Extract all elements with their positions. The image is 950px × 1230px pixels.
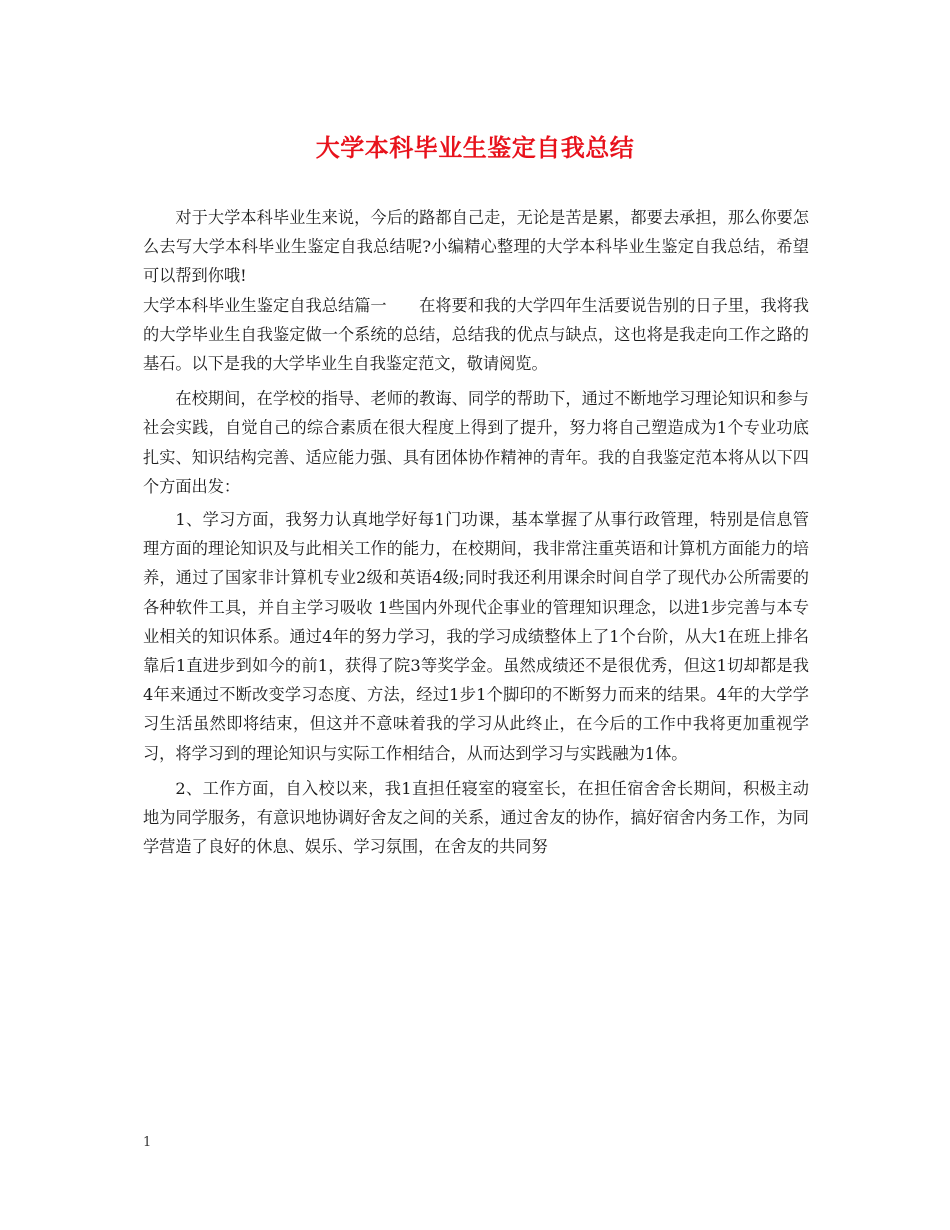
paragraph-section-one: 大学本科毕业生鉴定自我总结篇一 在将要和我的大学四年生活要说告别的日子里，我将我的大学毕业生自我鉴定做一个系统的总结，总结我的优点与缺点，这也将是我走向工作之路的基石。以下是我的大学毕业生自我鉴定范文，敬请阅览。 xyxy=(143,295,809,374)
paragraph-school-period: 在校期间，在学校的指导、老师的教诲、同学的帮助下，通过不断地学习理论知识和参与社会实践，自觉自己的综合素质在很大程度上得到了提升，努力将自己塑造成为1个专业功底扎实、知识结构完善、适应能力强、具有团体协作精神的青年。我的自我鉴定范本将从以下四个方面出发： xyxy=(143,389,809,496)
paragraph-intro: 对于大学本科毕业生来说，今后的路都自己走，无论是苦是累，都要去承担，那么你要怎么去写大学本科毕业生鉴定自我总结呢?小编精心整理的大学本科毕业生鉴定自我总结，希望可以帮到你哦! xyxy=(143,208,809,286)
document-body xyxy=(143,203,809,861)
page-number: 1 xyxy=(143,1135,152,1150)
document-title: 大学本科毕业生鉴定自我总结 xyxy=(315,134,635,162)
paragraph-work: 2、工作方面，自入校以来，我1直担任寝室的寝室长，在担任宿舍舍长期间，积极主动地为同学服务，有意识地协调好舍友之间的关系，通过舍友的协作，搞好宿舍内务工作，为同学营造了良好的休息、娱乐、学习氛围，在舍友的共同努 xyxy=(143,778,809,857)
paragraph-study: 1、学习方面，我努力认真地学好每1门功课，基本掌握了从事行政管理，特别是信息管理方面的理论知识及与此相关工作的能力，在校期间，我非常注重英语和计算机方面能力的培养，通过了国家非计算机专业2级和英语4级;同时我还利用课余时间自学了现代办公所需要的各种软件工具，并自主学习吸收 1些国内外现代企事业的管理知识理念，以进1步完善与本专业相关的知识体系。通过4年的努力学习，我的学习成绩整体上了1个台阶，从大1在班上排名靠后1直进步到如今的前1，获得了院3等奖学金。虽然成绩还不是很优秀，但这1切却都是我4年来通过不断改变学习态度、方法，经过1步1个脚印的不断努力而来的结果。4年的大学学习生活虽然即将结束，但这并不意味着我的学习从此终止，在今后的工作中我将更加重视学习，将学习到的理论知识与实际工作相结合，从而达到学习与实践融为1体。 xyxy=(143,510,809,763)
